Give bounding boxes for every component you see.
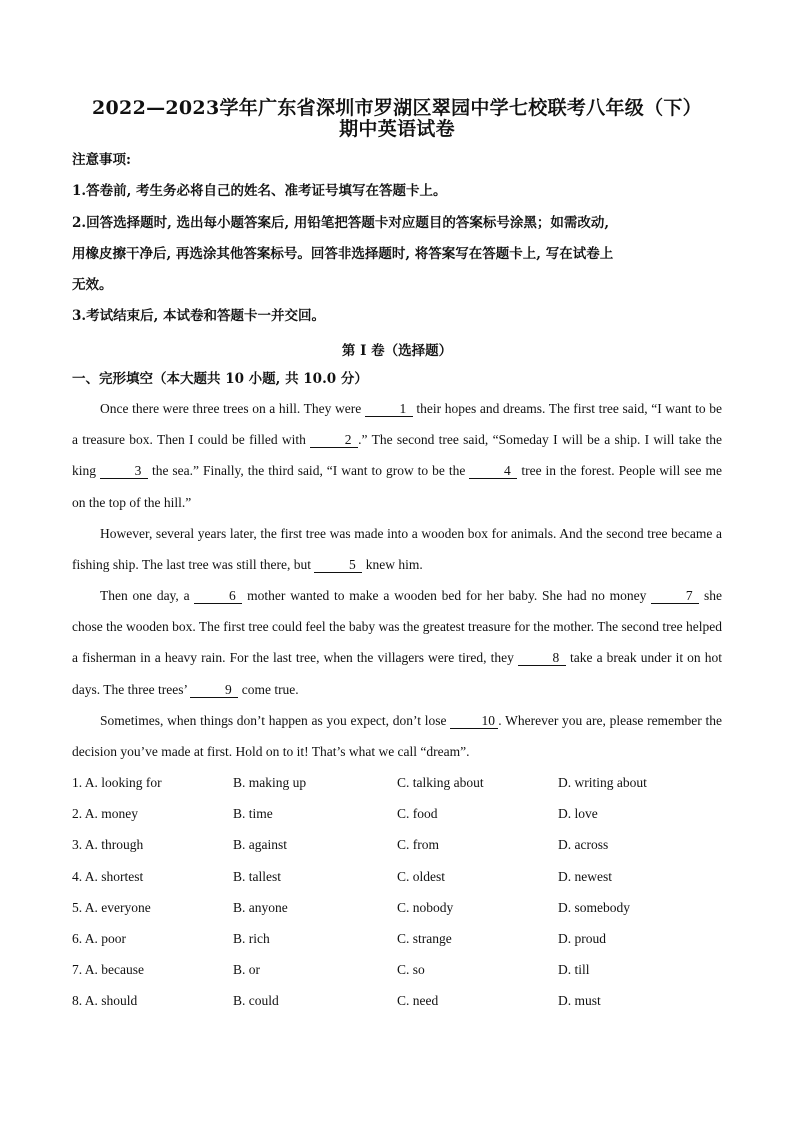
question-row xyxy=(72,985,722,1016)
blank-6: 6 xyxy=(194,589,242,604)
option-a: 5. A. everyone xyxy=(72,899,151,915)
option-b: B. or xyxy=(233,962,260,978)
question-row xyxy=(72,892,722,923)
option-b: B. tallest xyxy=(233,868,281,884)
option-d: D. somebody xyxy=(558,899,630,915)
option-d: D. across xyxy=(558,837,609,853)
note-item-1: 1.答卷前, 考生务必将自己的姓名、准考证号填写在答题卡上。 xyxy=(72,183,447,199)
option-b: B. against xyxy=(233,837,287,853)
passage-text: Sometimes, when things don’t happen as you expect, don’t lose xyxy=(100,713,451,728)
question-row xyxy=(72,923,722,954)
option-c: C. talking about xyxy=(397,775,484,790)
question-options xyxy=(72,767,722,1017)
blank-5: 5 xyxy=(314,558,362,573)
passage-paragraph-1 xyxy=(72,393,722,518)
option-a: 1. A. looking for xyxy=(72,775,162,790)
option-d: D. must xyxy=(558,993,601,1009)
passage-text: the sea.” Finally, the third said, “I want to grow to be the xyxy=(147,463,470,479)
passage-paragraph-3 xyxy=(72,580,722,705)
question-row xyxy=(72,767,722,798)
option-a: 6. A. poor xyxy=(72,930,126,946)
option-a: 4. A. shortest xyxy=(72,868,144,884)
option-d: D. writing about xyxy=(558,775,647,790)
option-c: C. strange xyxy=(397,930,452,946)
passage-text: she chose the wooden box. The first tree could feel the baby was the greatest treasure for the mother. The second tree helped a fisherman in a heavy rain. For the last tree, when the villagers were tired, they xyxy=(72,588,722,666)
option-a: 2. A. money xyxy=(72,806,138,822)
passage-text: . Wherever you are, please remember the decision you’ve made at first. Hold on to it! That’s what we call “dream”. xyxy=(72,713,723,760)
option-c: C. need xyxy=(397,993,439,1009)
passage-text: Once there were three trees on a hill. They were xyxy=(100,401,365,416)
passage-text: tree in the forest. People will see me on the top of the hill.” xyxy=(72,463,722,510)
blank-1: 1 xyxy=(365,402,413,417)
volume-heading: 第 I 卷（选择题） xyxy=(341,343,453,359)
blank-2: 2 xyxy=(310,433,358,448)
passage-text: come true. xyxy=(238,681,299,697)
option-c: C. oldest xyxy=(397,868,446,884)
notes-heading: 注意事项: xyxy=(72,152,131,168)
passage-paragraph-2 xyxy=(72,518,722,580)
passage-text: Then one day, a xyxy=(100,588,195,603)
passage-text: mother wanted to make a wooden bed for her baby. She had no money xyxy=(242,588,652,603)
option-b: B. time xyxy=(233,806,273,822)
note-item-3: 3.考试结束后, 本试卷和答题卡一并交回。 xyxy=(72,308,325,324)
option-c: C. nobody xyxy=(397,899,454,915)
passage-paragraph-4 xyxy=(72,705,722,767)
blank-8: 8 xyxy=(518,651,566,666)
question-row xyxy=(72,829,722,860)
blank-9: 9 xyxy=(190,683,238,698)
option-a: 7. A. because xyxy=(72,962,144,978)
option-d: D. newest xyxy=(558,868,612,884)
option-d: D. proud xyxy=(558,930,606,946)
option-b: B. making up xyxy=(233,775,307,790)
exam-title-line1: 2022—2023学年广东省深圳市罗湖区翠园中学七校联考八年级（下） xyxy=(92,97,702,119)
blank-4: 4 xyxy=(469,464,517,479)
option-d: D. till xyxy=(558,962,590,978)
blank-7: 7 xyxy=(651,589,699,604)
option-b: B. anyone xyxy=(233,899,288,915)
option-b: B. rich xyxy=(233,930,270,946)
option-d: D. love xyxy=(558,806,598,822)
note-item-2-line2: 用橡皮擦干净后, 再选涂其他答案标号。回答非选择题时, 将答案写在答题卡上, 写在试卷上 xyxy=(72,246,614,262)
blank-3: 3 xyxy=(100,464,148,479)
note-item-2-line1: 2.回答选择题时, 选出每小题答案后, 用铅笔把答题卡对应题目的答案标号涂黑；如需改动, xyxy=(72,215,610,231)
question-row xyxy=(72,954,722,985)
question-row xyxy=(72,861,722,892)
passage-text: .” The second tree said, “Someday I will be a ship. I will take the king xyxy=(72,432,722,479)
option-c: C. so xyxy=(397,962,425,978)
passage-text: take a break under it on hot days. The three trees’ xyxy=(72,650,723,697)
part-title: 一、完形填空（本大题共 10 小题, 共 10.0 分） xyxy=(72,371,368,387)
option-c: C. from xyxy=(397,837,439,853)
option-c: C. food xyxy=(397,806,438,822)
question-row xyxy=(72,798,722,829)
passage-text: knew him. xyxy=(362,557,423,573)
blank-10: 10 xyxy=(450,714,498,729)
option-a: 8. A. should xyxy=(72,993,138,1009)
note-item-2-line3: 无效。 xyxy=(72,277,113,293)
exam-title-line2: 期中英语试卷 xyxy=(339,118,455,140)
option-a: 3. A. through xyxy=(72,837,144,853)
passage-text: their hopes and dreams. The first tree said, “I want to be a treasure box. Then I could be filled with xyxy=(72,401,723,448)
option-b: B. could xyxy=(233,993,279,1009)
passage-text: However, several years later, the first tree was made into a wooden box for animals. And the second tree became a fishing ship. The last tree was still there, but xyxy=(72,526,722,573)
